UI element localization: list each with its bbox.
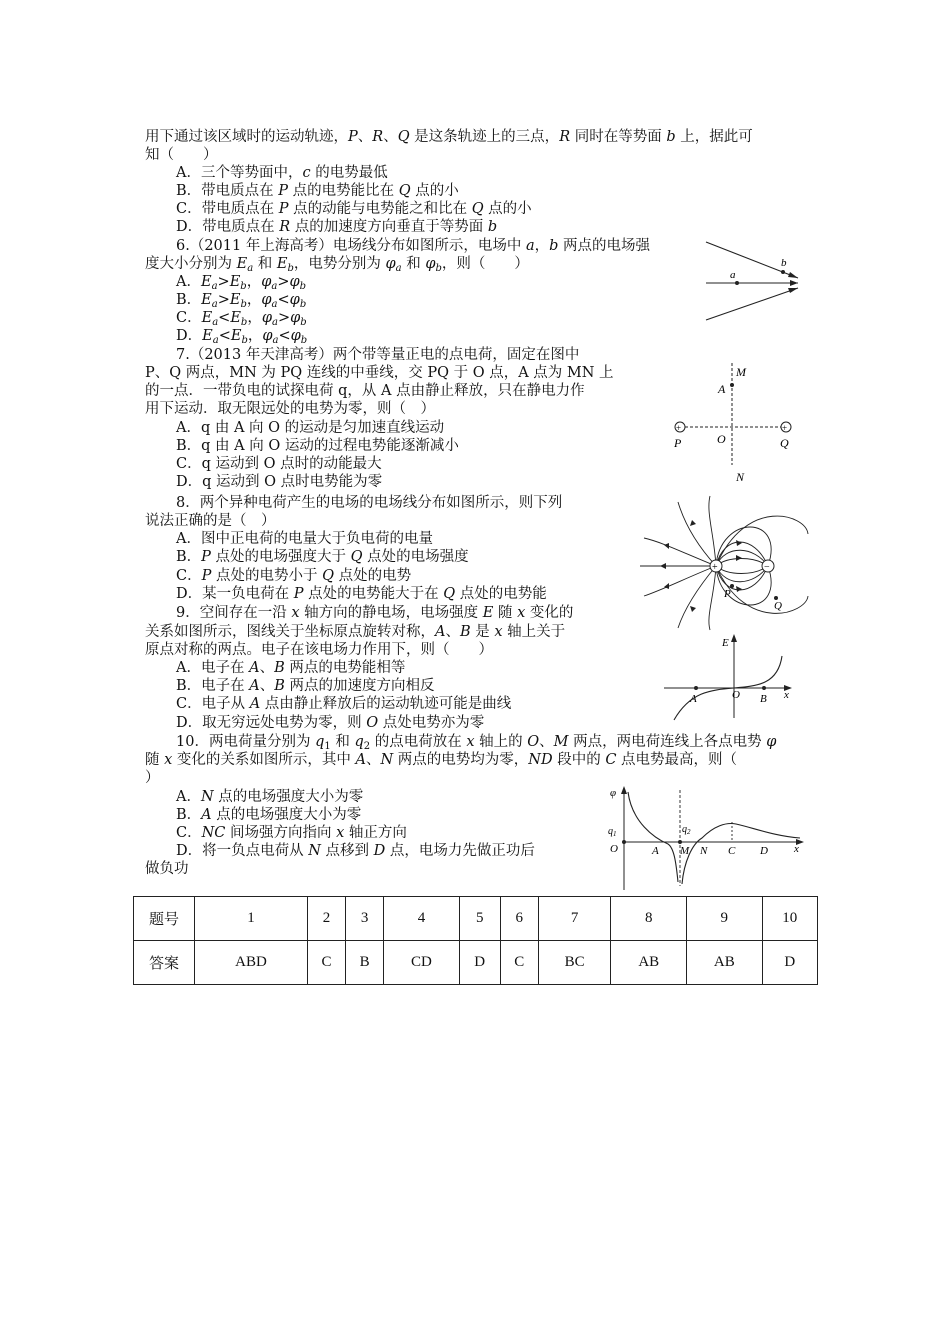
q7-stem-line2: P、Q 两点，MN 为 PQ 连线的中垂线，交 PQ 于 O 点，A 点为 MN 上 (145, 365, 614, 381)
q8-arrow (664, 543, 669, 549)
q8-field-line (716, 566, 768, 590)
q9-option-c: C．电子从 A 点由静止释放后的运动轨迹可能是曲线 (176, 696, 512, 712)
q6-arrow-bottom (788, 288, 798, 293)
answer-table-answer: CD (384, 941, 460, 985)
q10-stem-line1: 10．两电荷量分别为 $q_1$ 和 $q_2$ 的点电荷放在 x 轴上的 O、M 两点，两电荷连线上各点电势 φ (176, 734, 777, 752)
q10-phi-x-graph (604, 782, 810, 892)
q6-option-c: C．$E_a<E_b$，$\varphi_a>\varphi_b$ (176, 310, 307, 328)
answer-table-answer: ABD (195, 941, 308, 985)
q6-stem-line1: 6.（2011 年上海高考）电场线分布如图所示，电场中 a，b 两点的电场强 (176, 238, 651, 254)
q7-stem-line1: 7.（2013 年天津高考）两个带等量正电的点电荷，固定在图中 (176, 347, 580, 363)
q7-label-q: Q (780, 436, 789, 450)
q9-point-a (694, 686, 698, 690)
answer-table-answer: AB (687, 941, 763, 985)
q5-stem-line2: 知（ ） (145, 147, 218, 163)
q10-phi-axis-arrow (621, 786, 627, 794)
q6-point-b (781, 270, 785, 274)
q6-option-d: D．$E_a<E_b$，$\varphi_a<\varphi_b$ (176, 328, 308, 346)
q10-label-q2: $q_2$ (682, 824, 691, 836)
q8-negative-sign: − (764, 562, 770, 573)
q8-label-p: P (724, 588, 731, 600)
q7-option-d: D．q 运动到 O 点时电势能为零 (176, 474, 383, 490)
answer-table-answer: C (308, 941, 346, 985)
q9-e-axis-arrow (731, 634, 737, 642)
q7-point-a (730, 383, 734, 387)
q7-charges-figure (660, 345, 810, 490)
q9-label-x: x (784, 689, 789, 701)
q8-field-line (678, 566, 716, 628)
q5-stem-line1: 用下通过该区域时的运动轨迹，P、R、Q 是这条轨迹上的三点，R 同时在等势面 b 上，据此可 (145, 129, 753, 145)
q6-stem-line2: 度大小分别为 $E_a$ 和 $E_b$，电势分别为 $\varphi_a$ 和 $\varphi_b$，则（ ） (145, 256, 529, 274)
q7-label-m: M (736, 365, 746, 379)
q5-option-d: D．带电质点在 R 点的加速度方向垂直于等势面 b (176, 219, 498, 235)
answer-table-number: 8 (611, 897, 687, 941)
q6-option-a: A．$E_a>E_b$，$\varphi_a>\varphi_b$ (176, 274, 307, 292)
answer-table-answer: D (762, 941, 817, 985)
q8-field-line (716, 542, 768, 566)
q8-field-line (678, 502, 716, 566)
q10-stem-line2: 随 x 变化的关系如图所示，其中 A、N 两点的电势均为零，ND 段中的 C 点电势最高，则（ (145, 752, 738, 768)
q10-option-d-line2: 做负功 (145, 861, 189, 877)
q9-option-a: A．电子在 A、B 两点的电势能相等 (176, 660, 406, 676)
q6-label-b: b (781, 257, 787, 269)
answer-table-number: 3 (346, 897, 384, 941)
q5-option-b: B．带电质点在 P 点的电势能比在 Q 点的小 (176, 183, 459, 199)
q10-charge-q2 (678, 840, 682, 844)
answer-table-number: 2 (308, 897, 346, 941)
q8-stem-line1: 8．两个异种电荷产生的电场的电场线分布如图所示，则下列 (176, 495, 563, 511)
q7-stem-line4: 用下运动．取无限远处的电势为零，则（ ） (145, 401, 435, 417)
q9-label-b: B (760, 693, 767, 705)
answer-table-answer: D (459, 941, 500, 985)
answer-table-number: 1 (195, 897, 308, 941)
q10-label-d: D (760, 845, 768, 857)
q10-stem-line3: ） (145, 770, 160, 786)
answer-table-number: 5 (459, 897, 500, 941)
q8-arrow (690, 606, 696, 612)
q6-field-line-bottom (706, 288, 798, 320)
answer-table-number: 7 (538, 897, 611, 941)
q8-field-line (709, 496, 716, 566)
q10-label-q1: $q_1$ (608, 826, 617, 838)
q9-label-e: E (722, 637, 729, 649)
q7-label-p: P (674, 436, 682, 450)
q7-option-c: C．q 运动到 O 点时的动能最大 (176, 456, 382, 472)
answer-table-header-label: 题号 (134, 897, 195, 941)
q10-option-d: D．将一负点电荷从 N 点移到 D 点，电场力先做正功后 (176, 843, 535, 859)
q7-option-b: B．q 由 A 向 O 运动的过程电势能逐渐减小 (176, 438, 459, 454)
q8-option-d: D．某一负电荷在 P 点处的电势能大于在 Q 点处的电势能 (176, 586, 547, 602)
q10-label-c: C (728, 845, 736, 857)
q9-point-b (762, 686, 766, 690)
q10-label-m: M (680, 845, 690, 857)
q10-option-c: C．NC 间场强方向指向 x 轴正方向 (176, 825, 407, 841)
q8-arrow (736, 555, 742, 561)
q8-stem-line2: 说法正确的是（ ） (145, 513, 276, 529)
q6-arrow-middle (790, 280, 798, 286)
q6-option-b: B．$E_a>E_b$，$\varphi_a<\varphi_b$ (176, 292, 307, 310)
q10-label-n: N (700, 845, 708, 857)
q8-dipole-field-figure (636, 494, 812, 632)
q9-stem-line2: 关系如图所示，图线关于坐标原点旋转对称，A、B 是 x 轴上关于 (145, 624, 566, 640)
q9-e-x-graph (660, 632, 800, 724)
q6-point-a (735, 281, 739, 285)
q6-label-a: a (730, 269, 736, 281)
q10-curve-left (628, 792, 678, 882)
q8-field-line (709, 566, 716, 630)
answer-table-number-row (134, 897, 818, 941)
answer-table-number: 6 (500, 897, 538, 941)
q8-arrow (690, 520, 696, 526)
q9-label-a: A (690, 693, 697, 705)
q10-charge-q1 (622, 840, 626, 844)
q8-field-line (644, 538, 716, 566)
answer-table (133, 896, 818, 985)
q8-label-q: Q (774, 600, 782, 612)
q10-option-b: B．A 点的电场强度大小为零 (176, 807, 362, 823)
q7-label-o: O (717, 432, 726, 446)
q9-option-d: D．取无穷远处电势为零，则 O 点处电势亦为零 (176, 715, 485, 731)
answer-table-answer-label: 答案 (134, 941, 195, 985)
q5-option-c: C．带电质点在 P 点的动能与电势能之和比在 Q 点的小 (176, 201, 532, 217)
q8-arrow (736, 540, 742, 546)
answer-table-answer-row (134, 941, 818, 985)
q8-arrow (736, 586, 742, 592)
q9-option-b: B．电子在 A、B 两点的加速度方向相反 (176, 678, 435, 694)
answer-table-answer: BC (538, 941, 611, 985)
q10-label-a: A (652, 845, 659, 857)
q7-charge-p-sign: + (676, 423, 682, 433)
answer-table-answer: AB (611, 941, 687, 985)
q10-label-x: x (794, 843, 799, 855)
q7-stem-line3: 的一点．一带负电的试探电荷 q，从 A 点由静止释放，只在静电力作 (145, 383, 585, 399)
q8-field-line (644, 566, 716, 596)
q8-option-a: A．图中正电荷的电量大于负电荷的电量 (176, 531, 433, 547)
q7-label-a: A (718, 382, 726, 396)
q8-field-line (716, 566, 768, 574)
q7-charge-q-sign: + (782, 423, 788, 433)
q8-positive-sign: + (712, 562, 718, 573)
q9-stem-line1: 9．空间存在一沿 x 轴方向的静电场，电场强度 E 随 x 变化的 (176, 605, 574, 621)
q8-field-line (716, 559, 768, 567)
answer-table-number: 10 (762, 897, 817, 941)
q7-option-a: A．q 由 A 向 O 的运动是匀加速直线运动 (176, 420, 445, 436)
q6-arrow-top (788, 272, 798, 278)
answer-table-number: 9 (687, 897, 763, 941)
q8-field-line (716, 516, 808, 566)
q5-option-a: A．三个等势面中，c 的电势最低 (176, 165, 388, 181)
q8-option-c: C．P 点处的电势小于 Q 点处的电势 (176, 568, 412, 584)
q8-option-b: B．P 点处的电场强度大于 Q 点处的电场强度 (176, 549, 469, 565)
answer-table-number: 4 (384, 897, 460, 941)
answer-table-answer: B (346, 941, 384, 985)
q10-label-phi: φ (610, 787, 617, 799)
q6-field-lines-figure (700, 236, 810, 324)
q8-arrow (660, 563, 666, 569)
q7-label-n: N (736, 470, 745, 484)
q10-label-o: O (610, 843, 618, 855)
answer-table-answer: C (500, 941, 538, 985)
q9-label-o: O (732, 689, 740, 701)
q10-option-a: A．N 点的电场强度大小为零 (176, 789, 364, 805)
q9-stem-line3: 原点对称的两点。电子在该电场力作用下，则（ ） (145, 642, 493, 658)
